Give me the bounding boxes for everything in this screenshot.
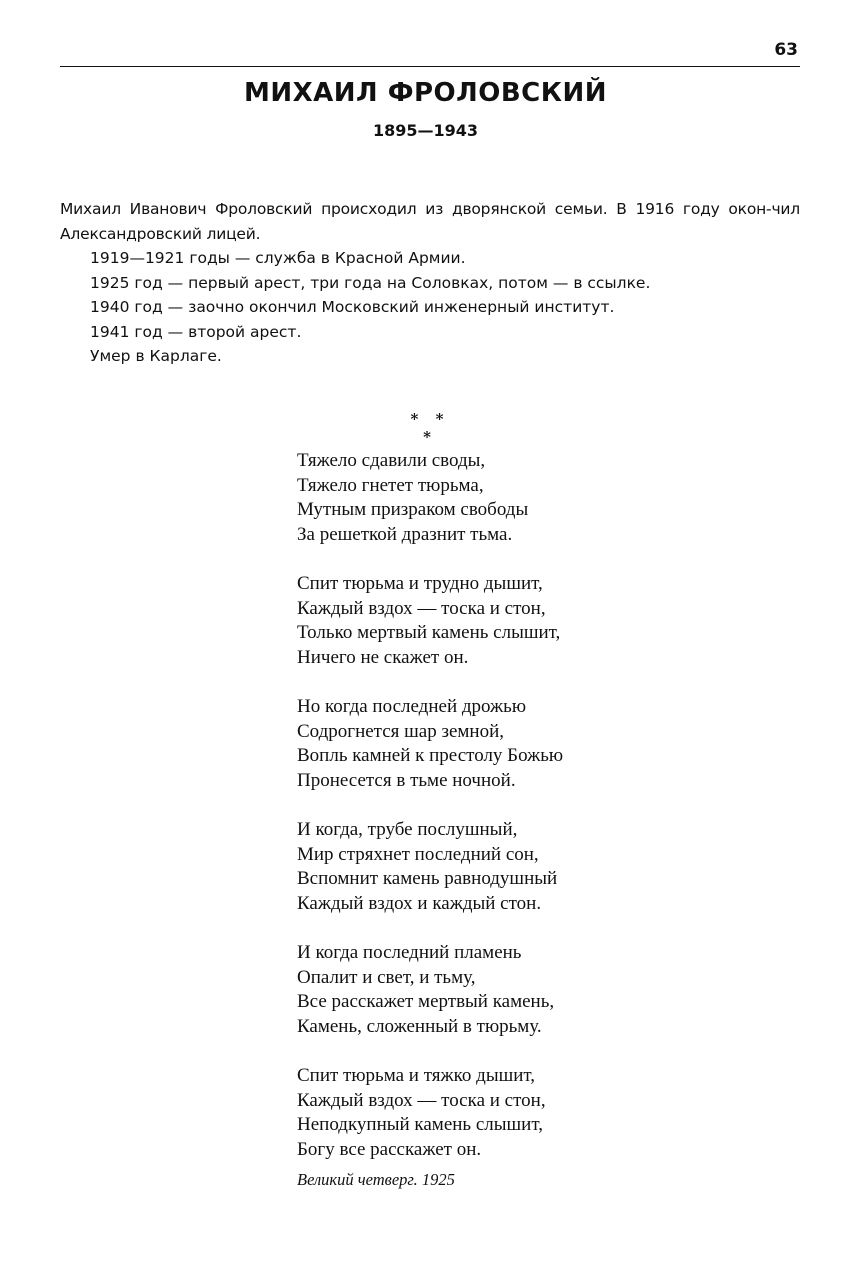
- header-rule: [60, 66, 800, 67]
- poem-line: Мутным призраком свободы: [297, 499, 529, 520]
- poem-stanza: [297, 818, 717, 916]
- poem-line: Каждый вздох и каждый стон.: [297, 892, 542, 914]
- poem-line: Неподкупный камень слышит,: [297, 1114, 543, 1135]
- poem-line: Вопль камней к престолу Божью: [297, 745, 564, 766]
- poem-line: Камень, сложенный в тюрьму.: [297, 1015, 542, 1037]
- poem-line: Только мертвый камень слышит,: [297, 622, 561, 643]
- poem-stanza: [297, 941, 717, 1039]
- poem-line: И когда, трубе послушный,: [297, 819, 518, 840]
- poem-separator: * * *: [410, 410, 450, 446]
- poem-line: Тяжело сдавили своды,: [297, 450, 486, 471]
- page-number: 63: [774, 40, 798, 60]
- bio-paragraph: Михаил Иванович Фроловский происходил из дворянской семьи. В 1916 году окон-чил Александровский лицей.: [60, 200, 800, 243]
- poem-line: И когда последний пламень: [297, 942, 522, 963]
- poem-line: Тяжело гнетет тюрьма,: [297, 474, 484, 496]
- author-years: 1895—1943: [372, 121, 479, 140]
- bio-paragraph: Умер в Карлаге.: [90, 347, 222, 365]
- poem-stanza: [297, 572, 717, 670]
- poem-signature: Великий четверг. 1925: [297, 1170, 455, 1189]
- poem-line: Пронесется в тьме ночной.: [297, 769, 516, 791]
- poem-stanza: [297, 695, 717, 793]
- poem-line: Каждый вздох — тоска и стон,: [297, 597, 546, 619]
- poem-line: Все расскажет мертвый камень,: [297, 991, 555, 1012]
- poem-line: Богу все расскажет он.: [297, 1138, 482, 1160]
- poem-line: Каждый вздох — тоска и стон,: [297, 1089, 546, 1111]
- poem-line: Мир стряхнет последний сон,: [297, 843, 539, 865]
- poem-stanza: [297, 449, 717, 547]
- poem-line: Опалит и свет, и тьму,: [297, 966, 476, 988]
- biography: [60, 197, 800, 369]
- poem-line: Спит тюрьма и тяжко дышит,: [297, 1065, 536, 1086]
- poem-line: Но когда последней дрожью: [297, 696, 527, 717]
- poem-line: За решеткой дразнит тьма.: [297, 523, 513, 545]
- poem-line: Вспомнит камень равнодушный: [297, 868, 558, 889]
- author-name: МИХАИЛ ФРОЛОВСКИЙ: [243, 78, 608, 108]
- poem: [297, 449, 717, 1162]
- bio-paragraph: 1940 год — заочно окончил Московский инженерный институт.: [90, 298, 615, 316]
- poem-line: Ничего не скажет он.: [297, 646, 469, 668]
- bio-paragraph: 1919—1921 годы — служба в Красной Армии.: [90, 249, 466, 267]
- poem-line: Содрогнется шар земной,: [297, 720, 505, 742]
- poem-stanza: [297, 1064, 717, 1162]
- bio-paragraph: 1941 год — второй арест.: [90, 322, 302, 341]
- poem-line: Спит тюрьма и трудно дышит,: [297, 573, 543, 594]
- bio-paragraph: 1925 год — первый арест, три года на Соловках, потом — в ссылке.: [90, 273, 651, 292]
